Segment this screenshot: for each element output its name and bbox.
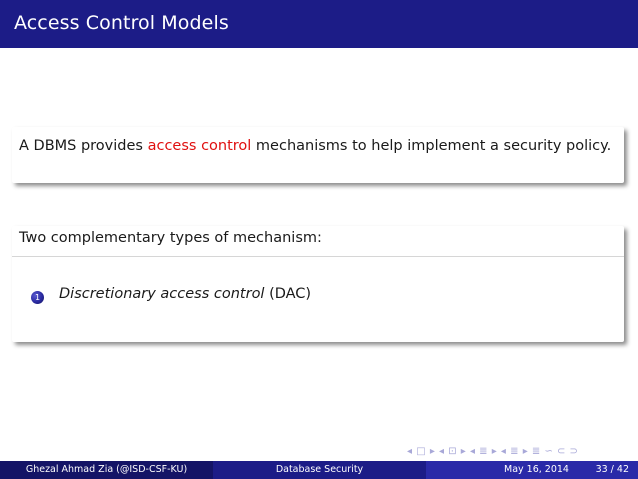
block-divider bbox=[12, 256, 624, 257]
slide-footer bbox=[0, 461, 638, 479]
slide-title: Access Control Models bbox=[14, 12, 229, 34]
footer-date: May 16, 2014 bbox=[504, 464, 569, 475]
statement-block bbox=[12, 127, 624, 183]
mechanism-block bbox=[12, 226, 624, 342]
highlight-term: access control bbox=[147, 138, 252, 154]
list-item-italic: Discretionary access control bbox=[59, 286, 265, 302]
slide-header bbox=[0, 0, 638, 48]
statement-text-after: mechanisms to help implement a security policy. bbox=[251, 138, 612, 154]
footer-author: Ghezal Ahmad Zia (@ISD-CSF-KU) bbox=[0, 461, 213, 479]
list-item-suffix: (DAC) bbox=[264, 286, 312, 302]
enumeration-badge: 1 bbox=[31, 291, 44, 304]
mechanism-block-title: Two complementary types of mechanism: bbox=[19, 230, 322, 246]
statement-text bbox=[19, 134, 617, 158]
beamer-navigation-bar[interactable]: ◂ □ ▸ ◂ ⊡ ▸ ◂ ≣ ▸ ◂ ≣ ▸ ≣ ∽ ⊂ ⊃ bbox=[407, 446, 579, 457]
footer-page-number: 33 / 42 bbox=[595, 464, 629, 475]
footer-title: Database Security bbox=[213, 461, 426, 479]
footer-date-page bbox=[426, 461, 638, 479]
list-item bbox=[59, 286, 311, 302]
statement-text-before: A DBMS provides bbox=[19, 138, 148, 154]
